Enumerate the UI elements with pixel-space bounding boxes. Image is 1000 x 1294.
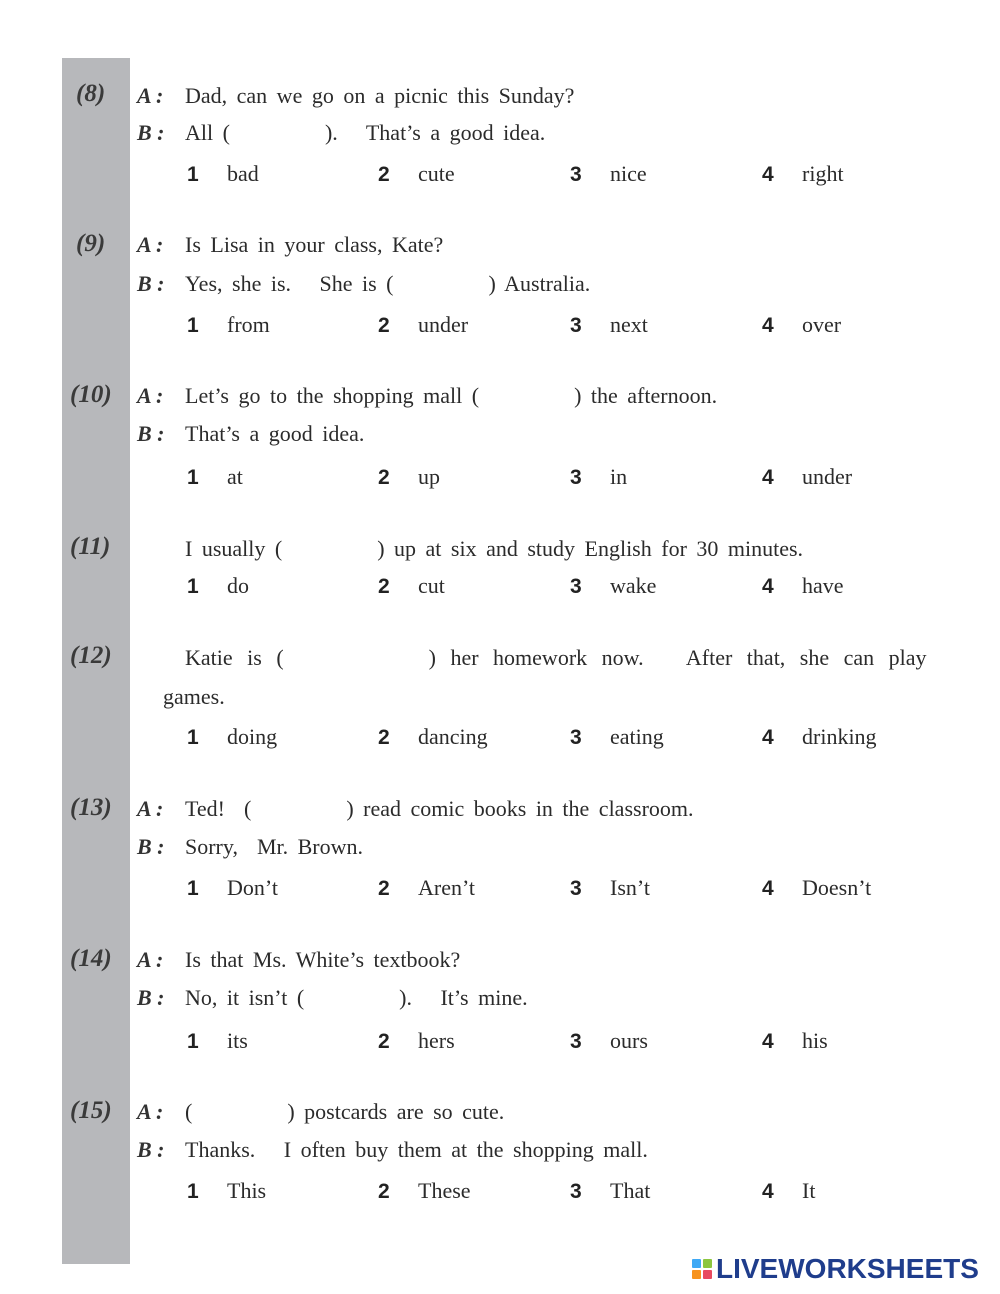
dialogue-b: Sorry, Mr. Brown. xyxy=(185,834,364,859)
brand-name: LIVEWORKSHEETS xyxy=(716,1253,979,1284)
question-number: (12) xyxy=(70,642,112,669)
option-4[interactable]: 4 It xyxy=(762,1178,816,1203)
option-4[interactable]: 4 his xyxy=(762,1028,828,1053)
option-2[interactable]: 2 cute xyxy=(378,161,455,186)
option-4[interactable]: 4 drinking xyxy=(762,724,877,749)
option-1[interactable]: 1 bad xyxy=(187,161,259,186)
question-number: (11) xyxy=(70,533,111,560)
dialogue-a: Is Lisa in your class, Kate? xyxy=(185,232,444,257)
question-number: (15) xyxy=(70,1097,112,1124)
sentence-continuation: games. xyxy=(163,684,225,709)
option-4[interactable]: 4 have xyxy=(762,573,844,598)
question-number: (10) xyxy=(70,381,112,408)
speaker-a: A : xyxy=(137,232,164,257)
speaker-b: B : xyxy=(137,271,165,296)
option-3[interactable]: 3 nice xyxy=(570,161,647,186)
speaker-b: B : xyxy=(137,120,165,145)
speaker-a: A : xyxy=(137,383,164,408)
question-number: (9) xyxy=(76,230,106,257)
option-1[interactable]: 1 Don’t xyxy=(187,875,278,900)
option-4[interactable]: 4 right xyxy=(762,161,844,186)
speaker-a: A : xyxy=(137,947,164,972)
option-1[interactable]: 1 do xyxy=(187,573,249,598)
option-3[interactable]: 3 eating xyxy=(570,724,664,749)
dialogue-a: Let’s go to the shopping mall ( ) the afternoon. xyxy=(185,383,718,408)
sentence: I usually ( ) up at six and study English for 30 minutes. xyxy=(185,536,804,561)
option-1[interactable]: 1 its xyxy=(187,1028,248,1053)
option-2[interactable]: 2 under xyxy=(378,312,469,337)
dialogue-b: Yes, she is. She is ( ) Australia. xyxy=(185,271,591,296)
dialogue-b: No, it isn’t ( ). It’s mine. xyxy=(185,985,528,1010)
option-3[interactable]: 3 ours xyxy=(570,1028,648,1053)
speaker-b: B : xyxy=(137,421,165,446)
option-3[interactable]: 3 Isn’t xyxy=(570,875,650,900)
option-2[interactable]: 2 up xyxy=(378,464,440,489)
question-13 xyxy=(0,794,1000,944)
option-1[interactable]: 1 from xyxy=(187,312,270,337)
option-4[interactable]: 4 Doesn’t xyxy=(762,875,872,900)
option-3[interactable]: 3 next xyxy=(570,312,648,337)
question-number: (13) xyxy=(70,794,112,821)
option-2[interactable]: 2 hers xyxy=(378,1028,455,1053)
question-10 xyxy=(0,381,1000,531)
sentence: Katie is ( ) her homework now. After that, she can play xyxy=(185,645,927,670)
option-2[interactable]: 2 These xyxy=(378,1178,471,1203)
speaker-b: B : xyxy=(137,985,165,1010)
dialogue-a: Ted! ( ) read comic books in the classroom. xyxy=(185,796,694,821)
dialogue-b: Thanks. I often buy them at the shopping mall. xyxy=(185,1137,648,1162)
question-number: (14) xyxy=(70,945,112,972)
speaker-a: A : xyxy=(137,83,164,108)
dialogue-a: Is that Ms. White’s textbook? xyxy=(185,947,461,972)
speaker-b: B : xyxy=(137,834,165,859)
option-2[interactable]: 2 dancing xyxy=(378,724,488,749)
option-4[interactable]: 4 over xyxy=(762,312,842,337)
option-3[interactable]: 3 wake xyxy=(570,573,657,598)
liveworksheets-logo-icon xyxy=(692,1259,712,1279)
option-3[interactable]: 3 in xyxy=(570,464,628,489)
question-8 xyxy=(0,80,1000,230)
option-1[interactable]: 1 doing xyxy=(187,724,278,749)
liveworksheets-brand xyxy=(692,1252,979,1286)
speaker-b: B : xyxy=(137,1137,165,1162)
option-4[interactable]: 4 under xyxy=(762,464,853,489)
speaker-a: A : xyxy=(137,1099,164,1124)
question-15 xyxy=(0,1097,1000,1247)
dialogue-b: That’s a good idea. xyxy=(185,421,365,446)
dialogue-a: ( ) postcards are so cute. xyxy=(185,1099,505,1124)
option-1[interactable]: 1 at xyxy=(187,464,243,489)
option-2[interactable]: 2 Aren’t xyxy=(378,875,476,900)
question-number: (8) xyxy=(76,80,106,107)
question-9 xyxy=(0,230,1000,380)
dialogue-a: Dad, can we go on a picnic this Sunday? xyxy=(185,83,575,108)
question-14 xyxy=(0,945,1000,1095)
option-3[interactable]: 3 That xyxy=(570,1178,651,1203)
option-2[interactable]: 2 cut xyxy=(378,573,445,598)
question-12 xyxy=(0,642,1000,792)
option-1[interactable]: 1 This xyxy=(187,1178,267,1203)
speaker-a: A : xyxy=(137,796,164,821)
dialogue-b: All ( ). That’s a good idea. xyxy=(185,120,546,145)
